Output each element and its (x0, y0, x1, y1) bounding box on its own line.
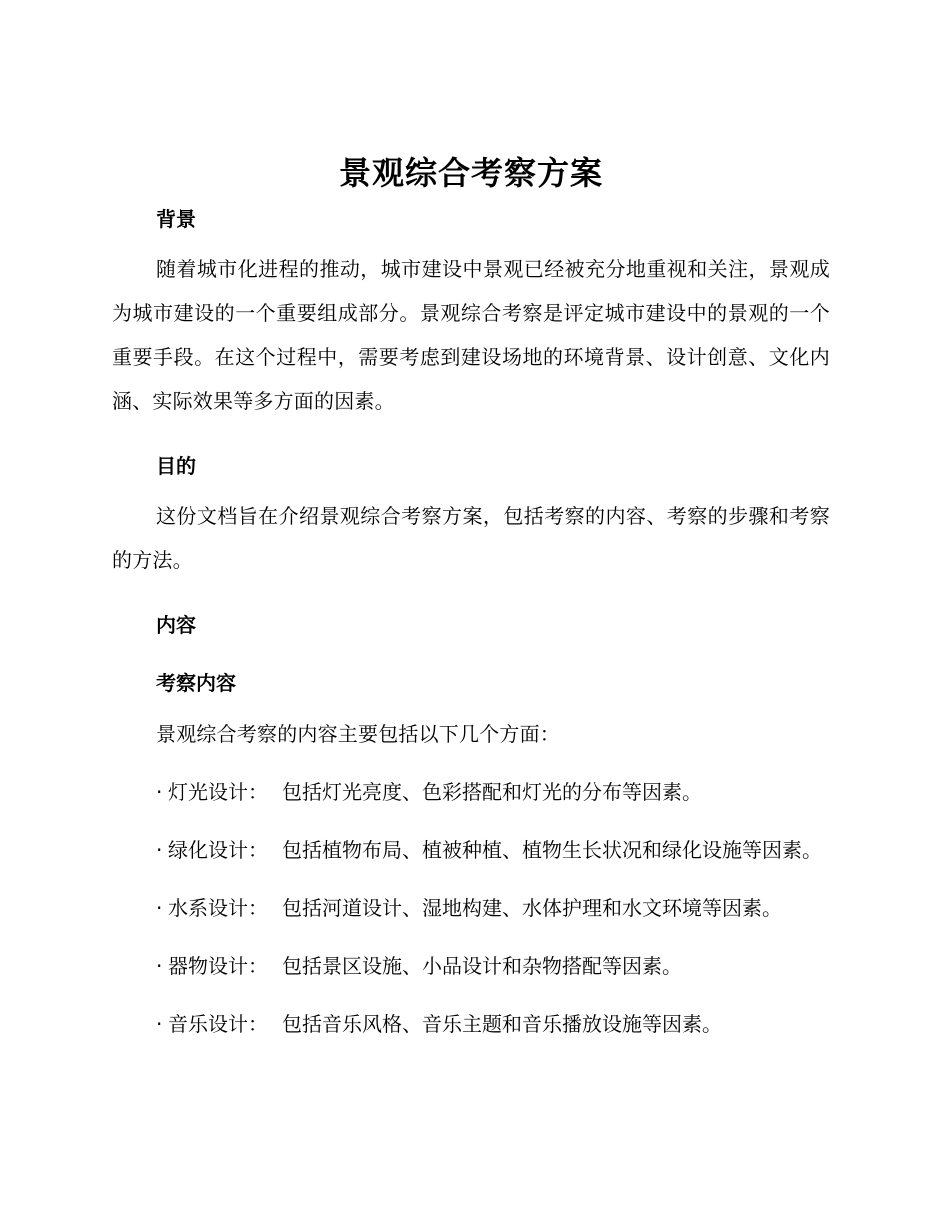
item-text: 包括河道设计、湿地构建、水体护理和水文环境等因素。 (282, 896, 782, 920)
section-heading-content: 内容 (156, 613, 196, 637)
bullet-mark: · (156, 1012, 163, 1036)
subsection-heading-inspection-content: 考察内容 (156, 671, 236, 695)
purpose-paragraph: 这份文档旨在介绍景观综合考察方案，包括考察的内容、考察的步骤和考察的方法。 (112, 504, 830, 572)
item-text: 包括景区设施、小品设计和杂物搭配等因素。 (282, 954, 682, 978)
item-label: 器物设计： (168, 954, 268, 978)
item-label: 音乐设计： (168, 1012, 268, 1036)
list-item-water-system (112, 886, 830, 930)
list-item-music (112, 1002, 830, 1046)
document-title: 景观综合考察方案 (338, 154, 603, 192)
item-label: 绿化设计： (168, 838, 268, 862)
bullet-mark: · (156, 954, 163, 978)
item-text: 包括音乐风格、音乐主题和音乐播放设施等因素。 (282, 1012, 722, 1036)
section-heading-purpose: 目的 (156, 454, 196, 478)
item-text: 包括植物布局、植被种植、植物生长状况和绿化设施等因素。 (282, 838, 822, 862)
document-page (112, 146, 830, 1046)
content-intro-paragraph: 景观综合考察的内容主要包括以下几个方面： (156, 722, 560, 746)
list-item-fixtures (112, 944, 830, 988)
list-item-lighting (112, 770, 830, 814)
background-paragraph: 随着城市化进程的推动，城市建设中景观已经被充分地重视和关注，景观成为城市建设的一个重要组成部分。景观综合考察是评定城市建设中的景观的一个重要手段。在这个过程中，需要考虑到建设场地的环境背景、设计创意、文化内涵、实际效果等多方面的因素。 (112, 257, 830, 413)
item-label: 水系设计： (168, 896, 268, 920)
bullet-mark: · (156, 896, 163, 920)
bullet-mark: · (156, 838, 163, 862)
item-text: 包括灯光亮度、色彩搭配和灯光的分布等因素。 (282, 780, 702, 804)
section-heading-background: 背景 (156, 207, 196, 231)
item-label: 灯光设计： (168, 780, 268, 804)
bullet-mark: · (156, 780, 163, 804)
list-item-greening (112, 828, 830, 872)
